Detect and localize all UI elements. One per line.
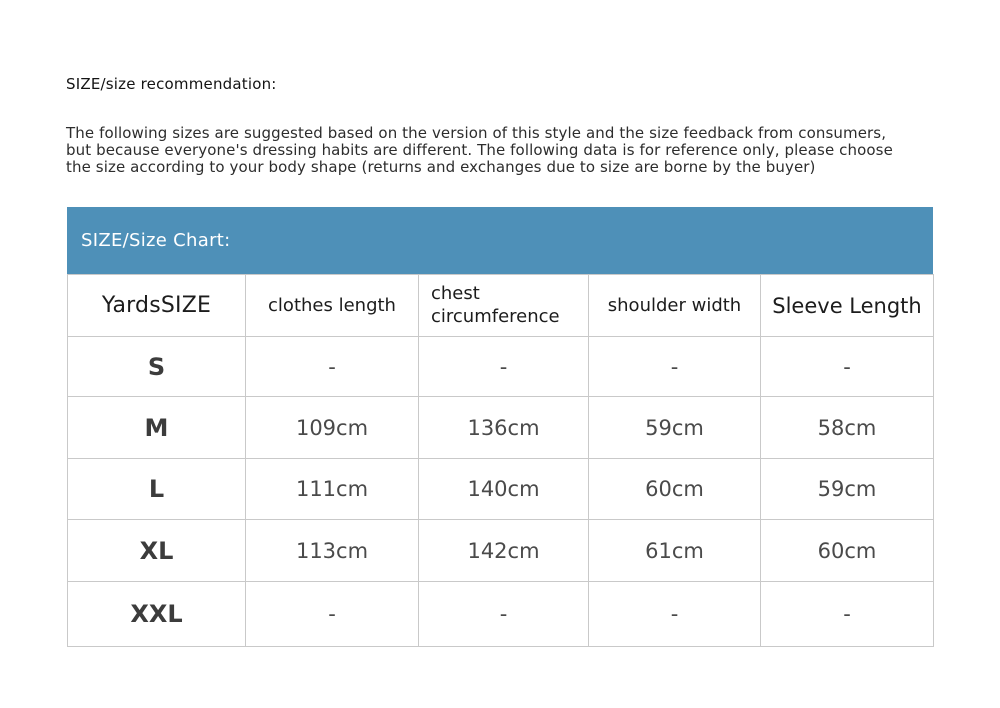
- size-label: S: [68, 337, 246, 397]
- size-table-header-row: [68, 275, 934, 337]
- size-row-xxl: [68, 582, 934, 647]
- value-cell: 140cm: [419, 459, 589, 520]
- column-header-shoulder-width: shoulder width: [589, 275, 761, 337]
- column-header-chest-circumference: chest circumference: [419, 275, 589, 337]
- value-cell: -: [589, 337, 761, 397]
- page-title: SIZE/size recommendation:: [66, 75, 277, 93]
- size-label: XL: [68, 520, 246, 582]
- value-cell: 111cm: [246, 459, 419, 520]
- description-line-2: but because everyone's dressing habits are different. The following data is for reference only, please choose: [66, 141, 893, 159]
- value-cell: -: [246, 337, 419, 397]
- size-row-l: [68, 459, 934, 520]
- size-row-s: [68, 337, 934, 397]
- value-cell: 136cm: [419, 397, 589, 459]
- value-cell: 142cm: [419, 520, 589, 582]
- value-cell: 113cm: [246, 520, 419, 582]
- value-cell: 109cm: [246, 397, 419, 459]
- column-header-yards-size: YardsSIZE: [68, 275, 246, 337]
- description-line-1: The following sizes are suggested based on the version of this style and the size feedback from consumers,: [66, 124, 887, 142]
- size-chart-header-bar: [67, 207, 933, 274]
- size-row-xl: [68, 520, 934, 582]
- size-label: L: [68, 459, 246, 520]
- column-header-clothes-length: clothes length: [246, 275, 419, 337]
- size-recommendation-text: [66, 125, 893, 176]
- description-line-3: the size according to your body shape (returns and exchanges due to size are borne by the buyer): [66, 158, 816, 176]
- value-cell: 59cm: [761, 459, 934, 520]
- value-cell: 60cm: [589, 459, 761, 520]
- size-label: M: [68, 397, 246, 459]
- size-row-m: [68, 397, 934, 459]
- column-header-sleeve-length: Sleeve Length: [761, 275, 934, 337]
- value-cell: -: [761, 582, 934, 647]
- size-label: XXL: [68, 582, 246, 647]
- value-cell: 60cm: [761, 520, 934, 582]
- value-cell: -: [246, 582, 419, 647]
- value-cell: -: [589, 582, 761, 647]
- value-cell: 61cm: [589, 520, 761, 582]
- value-cell: -: [761, 337, 934, 397]
- value-cell: 59cm: [589, 397, 761, 459]
- size-chart-title: SIZE/Size Chart:: [81, 230, 231, 251]
- size-table: [67, 274, 934, 647]
- value-cell: -: [419, 582, 589, 647]
- size-chart-section: [67, 207, 933, 647]
- value-cell: -: [419, 337, 589, 397]
- value-cell: 58cm: [761, 397, 934, 459]
